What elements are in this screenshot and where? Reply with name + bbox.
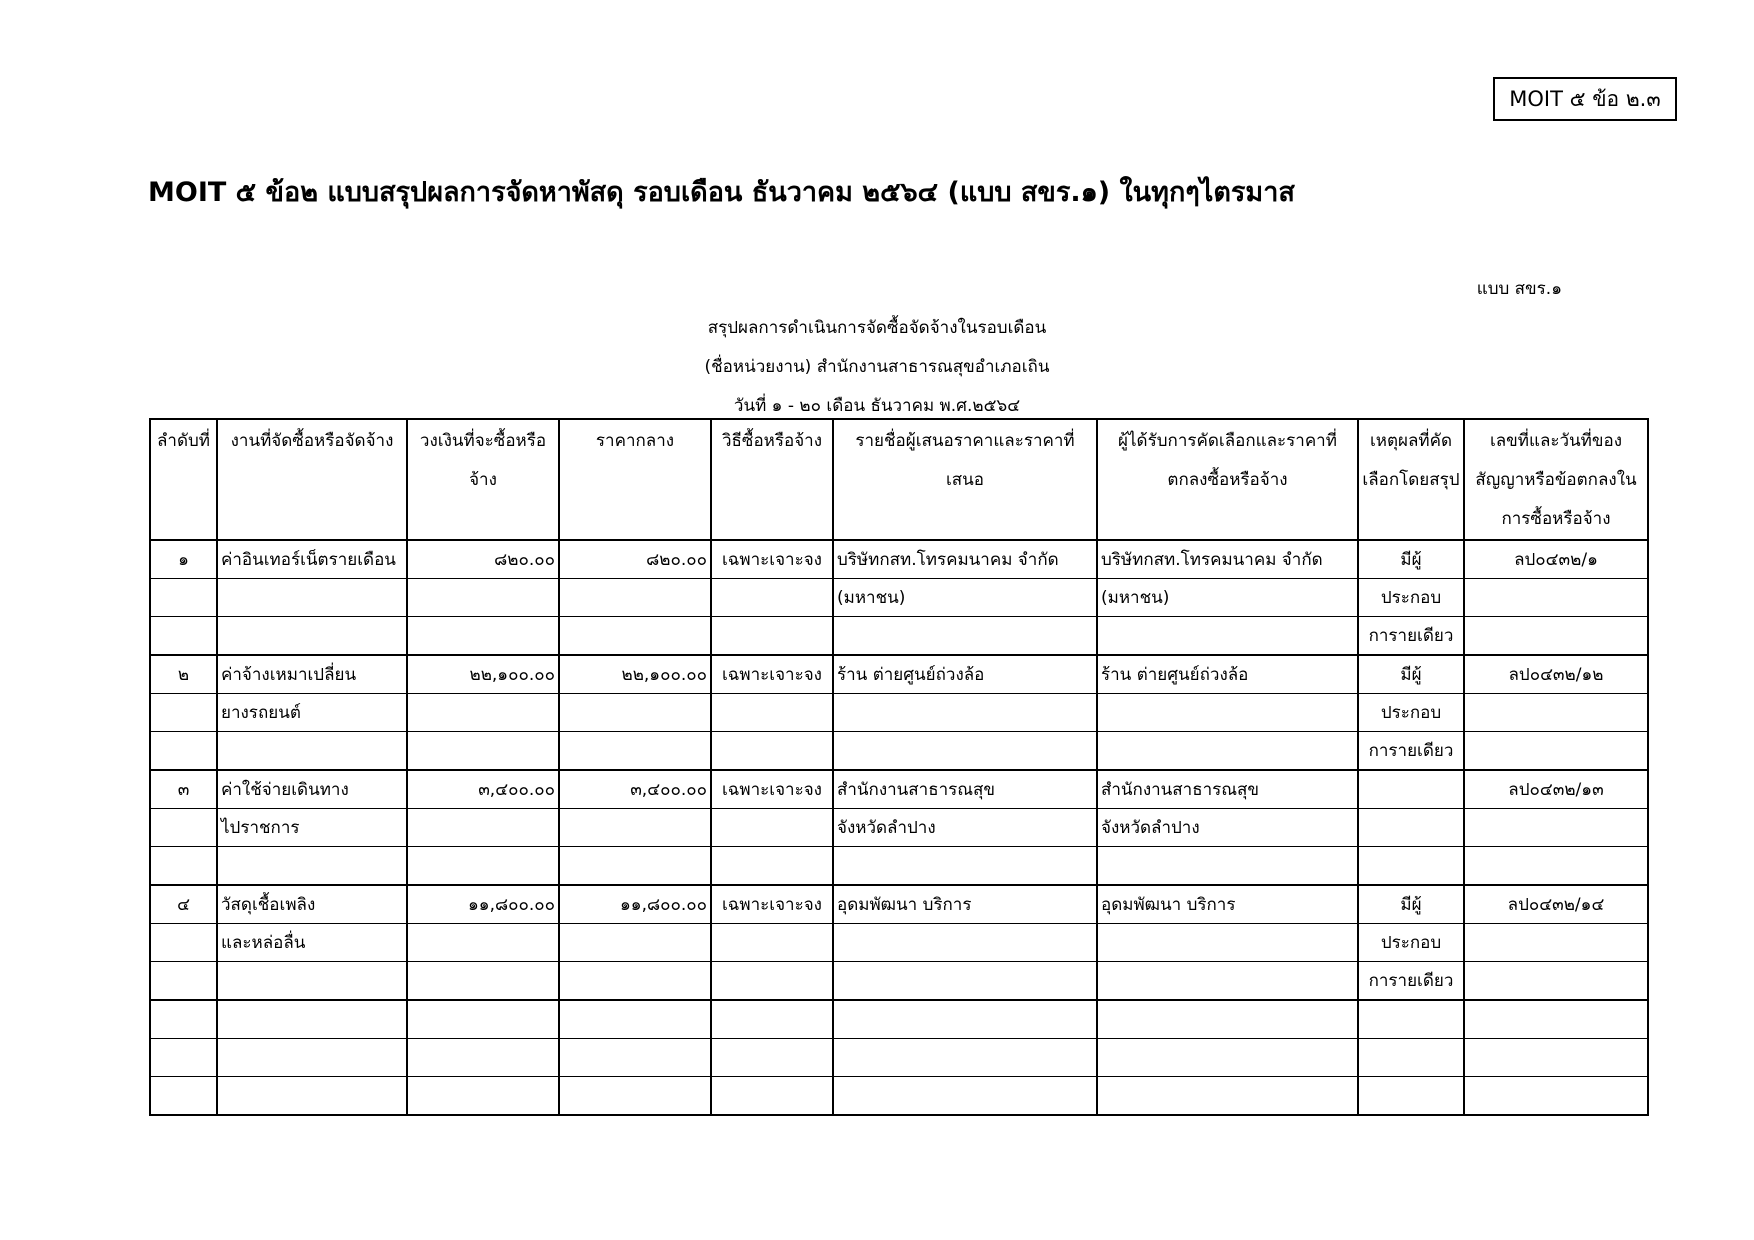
cell-contract [1464, 847, 1648, 886]
cell-bidder [833, 617, 1097, 656]
cell-method [711, 579, 833, 617]
cell-method [711, 1000, 833, 1039]
cell-contract [1464, 579, 1648, 617]
cell-reason: การายเดียว [1358, 732, 1464, 771]
cell-budget [407, 617, 559, 656]
col-header-item: งานที่จัดซื้อหรือจัดจ้าง [217, 419, 407, 540]
page-title: MOIT ๕ ข้อ๒ แบบสรุปผลการจัดหาพัสดุ รอบเดือน ธันวาคม ๒๕๖๔ (แบบ สขร.๑) ในทุกๆไตรมาส [148, 177, 1295, 208]
cell-contract: ลป๐๔๓๒/๑๒ [1464, 655, 1648, 694]
cell-median-price [559, 1077, 711, 1116]
cell-contract: ลป๐๔๓๒/๑ [1464, 540, 1648, 579]
cell-item: ค่าใช้จ่ายเดินทาง [217, 770, 407, 809]
cell-budget: ๑๑,๘๐๐.๐๐ [407, 885, 559, 924]
cell-item: ค่าอินเทอร์เน็ตรายเดือน [217, 540, 407, 579]
cell-selected: สำนักงานสาธารณสุข [1097, 770, 1358, 809]
cell-median-price [559, 617, 711, 656]
cell-selected [1097, 694, 1358, 732]
cell-selected: จังหวัดลำปาง [1097, 809, 1358, 847]
cell-median-price [559, 847, 711, 886]
cell-reason [1358, 1039, 1464, 1077]
cell-median-price [559, 924, 711, 962]
cell-reason [1358, 847, 1464, 886]
cell-method [711, 1077, 833, 1116]
col-header-no: ลำดับที่ [150, 419, 217, 540]
cell-no: ๑ [150, 540, 217, 579]
cell-budget [407, 962, 559, 1001]
cell-item: ค่าจ้างเหมาเปลี่ยน [217, 655, 407, 694]
cell-budget [407, 809, 559, 847]
cell-bidder: ร้าน ต่ายศูนย์ถ่วงล้อ [833, 655, 1097, 694]
cell-contract [1464, 1077, 1648, 1116]
cell-bidder [833, 694, 1097, 732]
cell-selected [1097, 732, 1358, 771]
cell-budget: ๘๒๐.๐๐ [407, 540, 559, 579]
cell-budget [407, 732, 559, 771]
table-row [150, 809, 1648, 847]
cell-reason: การายเดียว [1358, 617, 1464, 656]
cell-no [150, 1077, 217, 1116]
cell-median-price [559, 579, 711, 617]
col-header-method: วิธีซื้อหรือจ้าง [711, 419, 833, 540]
cell-bidder: บริษัทกสท.โทรคมนาคม จำกัด [833, 540, 1097, 579]
cell-no [150, 962, 217, 1001]
cell-budget [407, 579, 559, 617]
cell-median-price: ๒๒,๑๐๐.๐๐ [559, 655, 711, 694]
table-row [150, 847, 1648, 886]
col-header-contract: เลขที่และวันที่ของสัญญาหรือข้อตกลงในการซื้อหรือจ้าง [1464, 419, 1648, 540]
cell-item [217, 617, 407, 656]
cell-budget: ๒๒,๑๐๐.๐๐ [407, 655, 559, 694]
cell-budget [407, 924, 559, 962]
cell-budget [407, 1039, 559, 1077]
cell-selected [1097, 924, 1358, 962]
cell-reason: มีผู้ [1358, 885, 1464, 924]
cell-reason: การายเดียว [1358, 962, 1464, 1001]
cell-item: วัสดุเชื้อเพลิง [217, 885, 407, 924]
cell-median-price [559, 1039, 711, 1077]
cell-reason: มีผู้ [1358, 655, 1464, 694]
cell-budget [407, 1077, 559, 1116]
cell-item [217, 1000, 407, 1039]
cell-contract: ลป๐๔๓๒/๑๓ [1464, 770, 1648, 809]
cell-contract [1464, 617, 1648, 656]
cell-method: เฉพาะเจาะจง [711, 770, 833, 809]
cell-selected [1097, 962, 1358, 1001]
cell-item [217, 1077, 407, 1116]
cell-contract [1464, 1039, 1648, 1077]
cell-bidder [833, 1039, 1097, 1077]
cell-method: เฉพาะเจาะจง [711, 540, 833, 579]
table-row [150, 962, 1648, 1001]
cell-median-price: ๓,๔๐๐.๐๐ [559, 770, 711, 809]
table-row [150, 617, 1648, 656]
cell-item [217, 579, 407, 617]
cell-item [217, 847, 407, 886]
cell-no: ๓ [150, 770, 217, 809]
cell-bidder: (มหาชน) [833, 579, 1097, 617]
subtitle-agency: (ชื่อหน่วยงาน) สำนักงานสาธารณสุขอำเภอเถิน [704, 357, 1050, 377]
cell-selected: บริษัทกสท.โทรคมนาคม จำกัด [1097, 540, 1358, 579]
cell-method [711, 962, 833, 1001]
cell-no [150, 1000, 217, 1039]
cell-budget: ๓,๔๐๐.๐๐ [407, 770, 559, 809]
cell-no [150, 732, 217, 771]
cell-selected: (มหาชน) [1097, 579, 1358, 617]
cell-median-price: ๑๑,๘๐๐.๐๐ [559, 885, 711, 924]
cell-no [150, 694, 217, 732]
cell-reason [1358, 809, 1464, 847]
cell-item: ไปราชการ [217, 809, 407, 847]
table-row [150, 732, 1648, 771]
subtitle-summary: สรุปผลการดำเนินการจัดซื้อจัดจ้างในรอบเดือน [707, 318, 1047, 338]
table-row [150, 655, 1648, 694]
cell-contract [1464, 924, 1648, 962]
col-header-budget: วงเงินที่จะซื้อหรือจ้าง [407, 419, 559, 540]
cell-item: และหล่อลื่น [217, 924, 407, 962]
cell-selected [1097, 847, 1358, 886]
procurement-table [149, 418, 1649, 1116]
cell-reason [1358, 770, 1464, 809]
table-row [150, 1000, 1648, 1039]
table-row [150, 770, 1648, 809]
table-row [150, 1039, 1648, 1077]
cell-bidder [833, 1000, 1097, 1039]
reference-box: MOIT ๕ ข้อ ๒.๓ [1493, 77, 1677, 121]
table-row [150, 885, 1648, 924]
cell-reason: ประกอบ [1358, 579, 1464, 617]
cell-no: ๒ [150, 655, 217, 694]
cell-reason: ประกอบ [1358, 924, 1464, 962]
cell-contract [1464, 1000, 1648, 1039]
cell-reason: มีผู้ [1358, 540, 1464, 579]
cell-selected: ร้าน ต่ายศูนย์ถ่วงล้อ [1097, 655, 1358, 694]
cell-method [711, 732, 833, 771]
cell-contract [1464, 732, 1648, 771]
cell-bidder [833, 924, 1097, 962]
cell-bidder [833, 732, 1097, 771]
cell-budget [407, 694, 559, 732]
col-header-median-price: ราคากลาง [559, 419, 711, 540]
cell-median-price [559, 732, 711, 771]
form-code: แบบ สขร.๑ [1476, 279, 1562, 299]
table-row [150, 924, 1648, 962]
cell-item [217, 1039, 407, 1077]
col-header-reason: เหตุผลที่คัดเลือกโดยสรุป [1358, 419, 1464, 540]
cell-item [217, 962, 407, 1001]
cell-method [711, 847, 833, 886]
table-row [150, 1077, 1648, 1116]
cell-bidder [833, 847, 1097, 886]
cell-bidder [833, 962, 1097, 1001]
cell-reason: ประกอบ [1358, 694, 1464, 732]
cell-no [150, 924, 217, 962]
cell-method [711, 1039, 833, 1077]
cell-bidder [833, 1077, 1097, 1116]
cell-median-price [559, 962, 711, 1001]
cell-no [150, 809, 217, 847]
table-header-row [150, 419, 1648, 540]
cell-item: ยางรถยนต์ [217, 694, 407, 732]
cell-median-price [559, 809, 711, 847]
cell-reason [1358, 1077, 1464, 1116]
cell-budget [407, 847, 559, 886]
cell-no [150, 847, 217, 886]
cell-no [150, 617, 217, 656]
cell-selected [1097, 1039, 1358, 1077]
cell-method: เฉพาะเจาะจง [711, 885, 833, 924]
col-header-selected: ผู้ได้รับการคัดเลือกและราคาที่ตกลงซื้อหรือจ้าง [1097, 419, 1358, 540]
cell-contract: ลป๐๔๓๒/๑๔ [1464, 885, 1648, 924]
cell-bidder: สำนักงานสาธารณสุข [833, 770, 1097, 809]
cell-median-price: ๘๒๐.๐๐ [559, 540, 711, 579]
cell-median-price [559, 1000, 711, 1039]
cell-bidder: จังหวัดลำปาง [833, 809, 1097, 847]
table-row [150, 540, 1648, 579]
cell-budget [407, 1000, 559, 1039]
cell-method [711, 924, 833, 962]
cell-method [711, 694, 833, 732]
cell-method: เฉพาะเจาะจง [711, 655, 833, 694]
cell-selected: อุดมพัฒนา บริการ [1097, 885, 1358, 924]
cell-method [711, 617, 833, 656]
subtitle-date: วันที่ ๑ - ๒๐ เดือน ธันวาคม พ.ศ.๒๕๖๔ [733, 396, 1021, 416]
cell-median-price [559, 694, 711, 732]
cell-reason [1358, 1000, 1464, 1039]
cell-no [150, 579, 217, 617]
table-row [150, 579, 1648, 617]
cell-selected [1097, 1000, 1358, 1039]
cell-item [217, 732, 407, 771]
table-row [150, 694, 1648, 732]
cell-no [150, 1039, 217, 1077]
cell-selected [1097, 617, 1358, 656]
cell-selected [1097, 1077, 1358, 1116]
col-header-bidders: รายชื่อผู้เสนอราคาและราคาที่เสนอ [833, 419, 1097, 540]
cell-no: ๔ [150, 885, 217, 924]
cell-contract [1464, 962, 1648, 1001]
cell-method [711, 809, 833, 847]
cell-bidder: อุดมพัฒนา บริการ [833, 885, 1097, 924]
cell-contract [1464, 809, 1648, 847]
cell-contract [1464, 694, 1648, 732]
